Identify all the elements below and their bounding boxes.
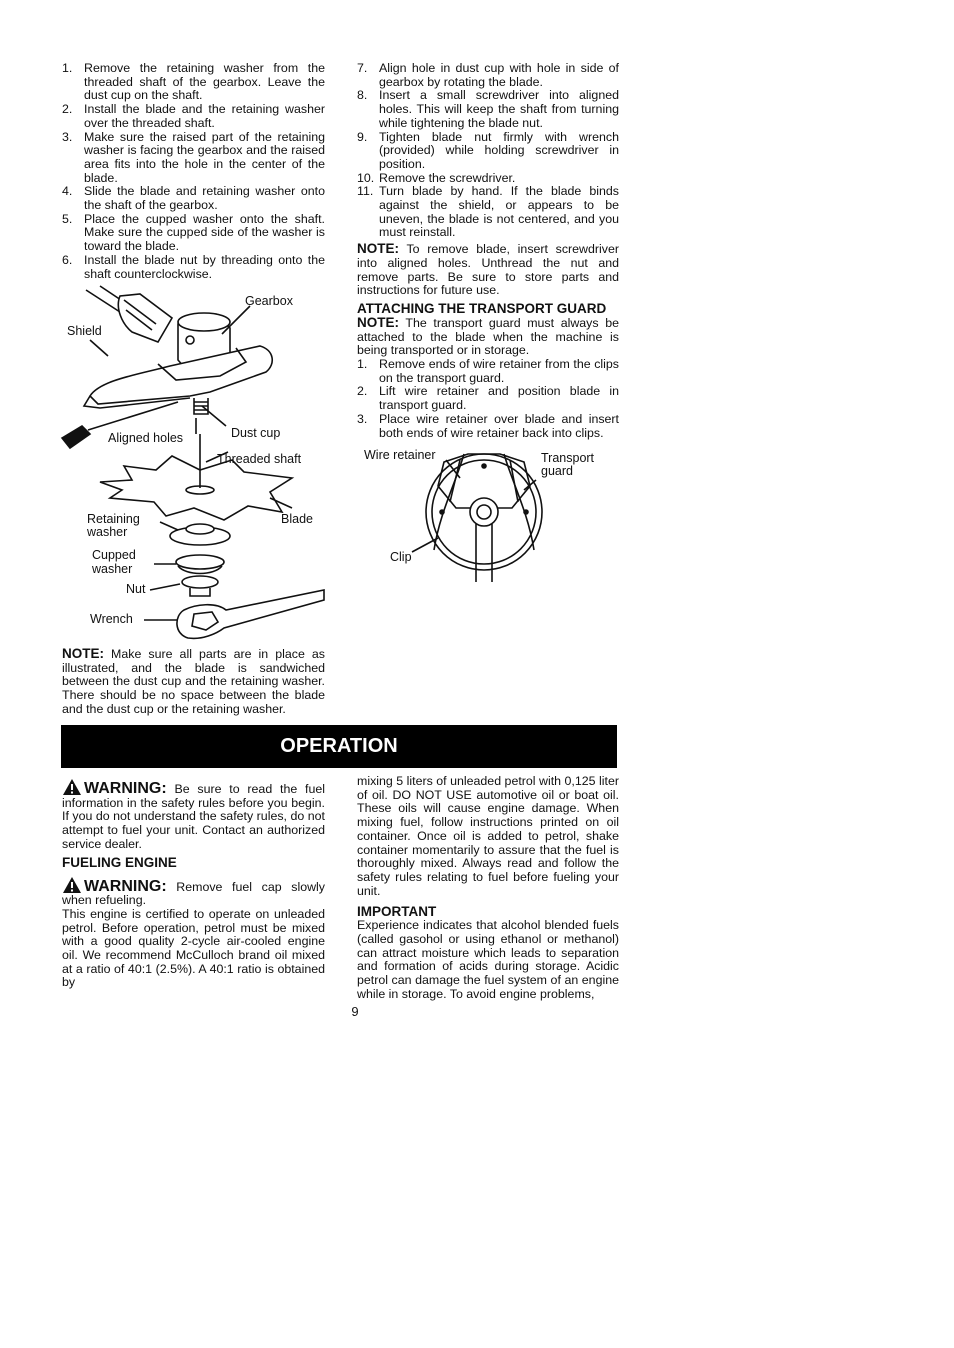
step-number: 10. <box>357 170 375 185</box>
step-text: Place wire retainer over blade and insert both ends of wire retainer back into clips. <box>379 411 619 440</box>
step-number: 9. <box>357 129 368 144</box>
operation-left-column <box>62 778 325 990</box>
step-text: Align hole in dust cup with hole in side of gearbox by rotating the blade. <box>379 61 619 89</box>
label-clip: Clip <box>390 550 412 564</box>
list-item <box>357 131 619 172</box>
warning-text: Remove fuel cap slowly when refueling. <box>62 879 325 908</box>
step-text: Install the blade and the retaining washer over the threaded shaft. <box>84 102 325 130</box>
note-text: Make sure all parts are in place as illustrated, and the blade is sandwiched between the dust cup and the retaining washer. There should be no space between the blade and the dust cup or the retaining washer. <box>62 647 325 716</box>
note-text: To remove blade, insert screwdriver into aligned holes. Unthread the nut and remove parts. Be sure to store parts and instructions for future use. <box>357 242 619 298</box>
warning-label: WARNING: <box>84 780 167 797</box>
list-item <box>357 89 619 130</box>
step-number: 2. <box>357 384 368 399</box>
label-wire-retainer: Wire retainer <box>364 448 436 462</box>
step-text: Place the cupped washer onto the shaft. Make sure the cupped side of the washer is toward the blade. <box>84 211 325 254</box>
step-text: Remove the retaining washer from the threaded shaft of the gearbox. Leave the dust cup on the shaft. <box>84 61 325 103</box>
label-blade: Blade <box>281 512 313 526</box>
list-item <box>62 213 325 254</box>
label-retaining-washer-1: Retaining <box>87 512 140 526</box>
fuel-mix-text: This engine is certified to operate on unleaded petrol. Before operation, petrol must be mixed with a good quality 2-cycle air-cooled engine oil. We recommend McCulloch brand oil mixed at a ratio of 40:1 (2.5%). A 40:1 ratio is obtained by <box>62 906 325 990</box>
warning-fuel-cap <box>62 876 325 908</box>
left-steps <box>62 62 325 281</box>
list-item <box>357 62 619 89</box>
step-text: Slide the blade and retaining washer onto the shaft of the gearbox. <box>84 184 325 213</box>
transport-note <box>357 316 619 358</box>
warning-text: Be sure to read the fuel information in the safety rules before you begin. If you do not understand the safety rules, do not attempt to fuel your unit. Contact an authorized service dealer. <box>62 782 325 851</box>
note-text: The transport guard must always be attached to the blade when the machine is being transported or in storage. <box>357 315 619 358</box>
label-transport-guard-2: guard <box>541 464 573 478</box>
label-aligned-holes: Aligned holes <box>108 431 184 445</box>
page-number: 9 <box>351 1004 359 1019</box>
step-number: 5. <box>62 211 73 226</box>
transport-guard-heading: ATTACHING THE TRANSPORT GUARD <box>357 300 607 316</box>
label-threaded-shaft: Threaded shaft <box>217 452 302 466</box>
label-cupped-washer-1: Cupped <box>92 548 136 562</box>
list-item <box>62 62 325 103</box>
fuel-mix-continued: mixing 5 liters of unleaded petrol with 0,125 liter of oil. DO NOT USE automotive oil or boat oil. These oils will cause engine damage. When mixing fuel, follow instructions printed on oil container. Once oil is added to petrol, shake container momentarily to assure that the fuel is thoroughly mixed. Always read and follow the safety rules relating to fuel before fueling your unit. <box>357 774 619 898</box>
list-item <box>357 385 619 412</box>
note-remove-blade <box>357 242 619 298</box>
warning-label: WARNING: <box>84 877 167 895</box>
transport-guard-figure <box>360 442 620 584</box>
step-number: 3. <box>357 411 368 426</box>
right-steps-list <box>357 62 619 240</box>
important-heading: IMPORTANT <box>357 904 437 920</box>
step-text: Make sure the raised part of the retaining washer is facing the gearbox and the raised area fits into the hole in the center of the blade. <box>84 129 325 185</box>
list-item <box>62 185 325 212</box>
label-transport-guard-1: Transport <box>541 451 595 465</box>
note-label: NOTE: <box>357 241 399 257</box>
step-text: Turn blade by hand. If the blade binds against the shield, or appears to be uneven, the blade is not centered, and you must reinstall. <box>379 184 619 240</box>
label-retaining-washer-2: washer <box>87 525 128 539</box>
step-text: Remove the screwdriver. <box>379 170 516 185</box>
fueling-engine-heading: FUELING ENGINE <box>62 854 177 870</box>
step-text: Tighten blade nut firmly with wrench (provided) while holding screwdriver in position. <box>379 129 619 171</box>
note-label: NOTE: <box>62 646 104 661</box>
warning-read-fuel-info <box>62 778 325 852</box>
transport-steps-list <box>357 358 619 440</box>
label-nut: Nut <box>126 582 146 596</box>
note-parts-in-place <box>62 647 325 717</box>
step-number: 1. <box>62 61 73 75</box>
step-number: 4. <box>62 184 73 199</box>
list-item <box>62 103 325 130</box>
list-item <box>62 131 325 186</box>
list-item <box>357 172 619 186</box>
important-text: Experience indicates that alcohol blended fuels (called gasohol or using ethanol or methanol) can attract moisture which leads to separation and formation of acids during storage. Acidic petrol can damage the fuel system of an engine while in storage. To avoid engine problems, <box>357 918 619 1001</box>
label-dust-cup: Dust cup <box>231 426 281 440</box>
step-number: 7. <box>357 61 368 75</box>
step-number: 2. <box>62 102 73 117</box>
step-text: Insert a small screwdriver into aligned holes. This will keep the shaft from turning while tightening the blade nut. <box>379 88 619 130</box>
list-item <box>62 254 325 281</box>
list-item <box>357 185 619 240</box>
step-text: Lift wire retainer and position blade in transport guard. <box>379 384 619 413</box>
step-number: 8. <box>357 88 368 103</box>
list-item <box>357 358 619 385</box>
blade-assembly-figure <box>60 284 328 644</box>
warning-triangle-icon <box>62 778 82 796</box>
label-cupped-washer-2: washer <box>92 562 133 576</box>
step-text: Install the blade nut by threading onto the shaft counterclockwise. <box>84 252 325 281</box>
right-column-top <box>357 62 619 440</box>
step-number: 6. <box>62 252 73 267</box>
note-label: NOTE: <box>357 314 399 330</box>
left-steps-list <box>62 62 325 281</box>
label-gearbox: Gearbox <box>245 294 293 308</box>
warning-triangle-icon <box>62 876 82 894</box>
step-number: 3. <box>62 129 73 144</box>
label-shield: Shield <box>67 324 102 338</box>
label-wrench: Wrench <box>90 612 133 626</box>
operation-banner: OPERATION <box>61 725 617 768</box>
step-text: Remove ends of wire retainer from the clips on the transport guard. <box>379 357 619 385</box>
list-item <box>357 413 619 440</box>
step-number: 11. <box>357 184 374 199</box>
step-number: 1. <box>357 357 368 372</box>
operation-right-column <box>357 775 619 1002</box>
